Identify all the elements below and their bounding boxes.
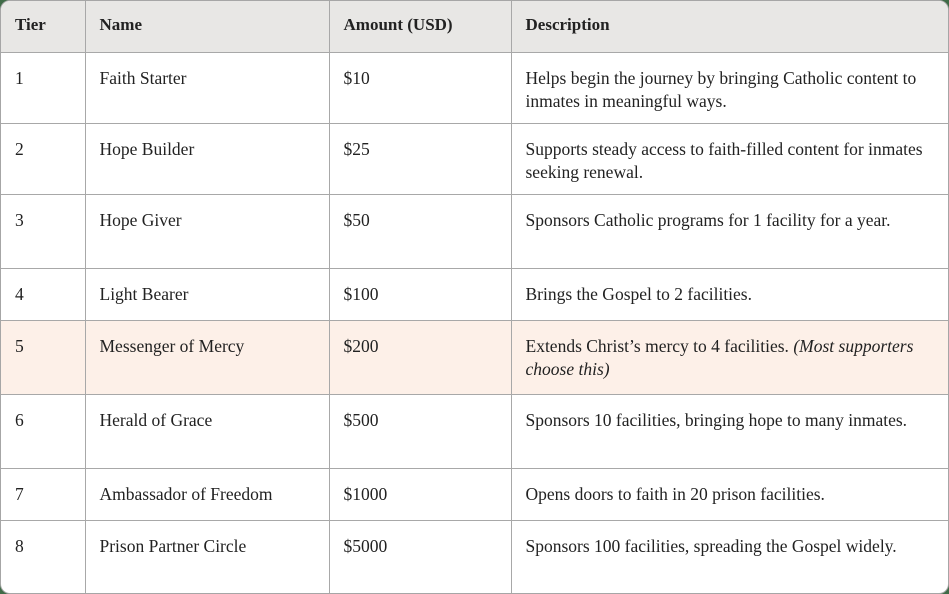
description-text: Opens doors to faith in 20 prison facilities. <box>525 483 825 504</box>
cell-name: Hope Giver <box>85 194 329 268</box>
cell-name: Faith Starter <box>85 52 329 123</box>
cell-name: Light Bearer <box>85 268 329 320</box>
cell-description <box>511 394 948 468</box>
cell-amount: $500 <box>329 394 511 468</box>
cell-name: Messenger of Mercy <box>85 320 329 394</box>
table-row <box>1 394 948 468</box>
cell-tier: 1 <box>1 52 85 123</box>
description-text: Helps begin the journey by bringing Catholic content to inmates in meaningful ways. <box>525 67 917 111</box>
cell-name: Hope Builder <box>85 123 329 194</box>
description-text: Sponsors 100 facilities, spreading the Gospel widely. <box>525 535 897 556</box>
description-text: Brings the Gospel to 2 facilities. <box>525 283 752 304</box>
cell-amount: $200 <box>329 320 511 394</box>
cell-description <box>511 320 948 394</box>
table-row <box>1 268 948 320</box>
cell-description <box>511 123 948 194</box>
description-text: Extends Christ’s mercy to 4 facilities. <box>525 335 794 356</box>
cell-amount: $10 <box>329 52 511 123</box>
header-amount: Amount (USD) <box>329 1 511 52</box>
cell-name: Ambassador of Freedom <box>85 468 329 520</box>
cell-amount: $5000 <box>329 520 511 594</box>
description-text: Supports steady access to faith-filled content for inmates seeking renewal. <box>525 138 923 182</box>
cell-amount: $50 <box>329 194 511 268</box>
popular-note: (Most supporters choose this) <box>525 335 914 379</box>
header-row <box>1 1 948 52</box>
table-header <box>1 1 948 52</box>
header-name: Name <box>85 1 329 52</box>
table-body <box>1 52 948 594</box>
description-text: Sponsors Catholic programs for 1 facility for a year. <box>525 209 891 230</box>
cell-description <box>511 194 948 268</box>
donation-tiers-table <box>1 1 948 594</box>
header-description: Description <box>511 1 948 52</box>
cell-tier: 8 <box>1 520 85 594</box>
cell-amount: $100 <box>329 268 511 320</box>
table-row <box>1 520 948 594</box>
description-text: Sponsors 10 facilities, bringing hope to many inmates. <box>525 409 908 430</box>
cell-description <box>511 268 948 320</box>
table-row <box>1 468 948 520</box>
cell-description <box>511 468 948 520</box>
cell-tier: 2 <box>1 123 85 194</box>
cell-name: Herald of Grace <box>85 394 329 468</box>
cell-description <box>511 52 948 123</box>
cell-tier: 6 <box>1 394 85 468</box>
cell-tier: 4 <box>1 268 85 320</box>
cell-amount: $1000 <box>329 468 511 520</box>
cell-tier: 3 <box>1 194 85 268</box>
table-row <box>1 123 948 194</box>
header-tier: Tier <box>1 1 85 52</box>
cell-name: Prison Partner Circle <box>85 520 329 594</box>
cell-tier: 7 <box>1 468 85 520</box>
cell-description <box>511 520 948 594</box>
cell-amount: $25 <box>329 123 511 194</box>
table-row-highlighted <box>1 320 948 394</box>
cell-tier: 5 <box>1 320 85 394</box>
table-row <box>1 52 948 123</box>
table-row <box>1 194 948 268</box>
